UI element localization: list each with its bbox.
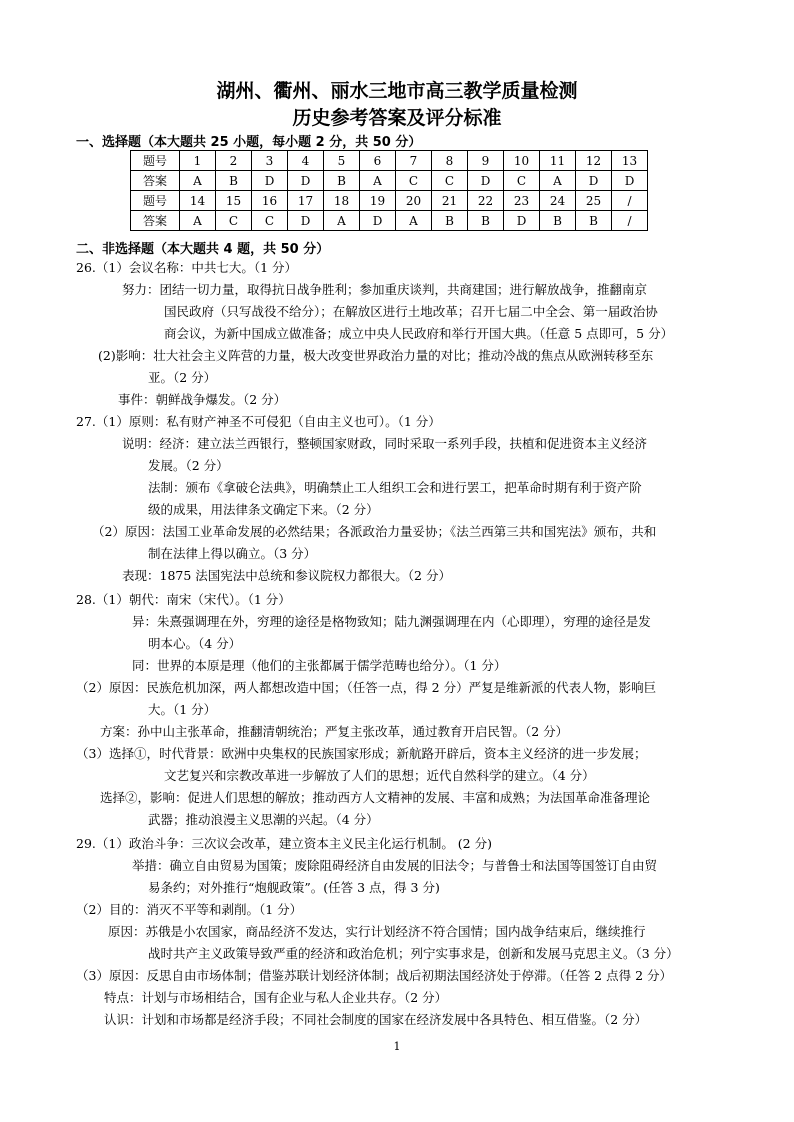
table-cell: B [540,211,576,231]
table-cell: 1 [180,151,216,171]
table-cell: D [288,211,324,231]
answer-line: 级的成果，用法律条文确定下来。（2 分） [148,502,379,517]
table-cell: C [252,211,288,231]
answer-line: 选择②，影响：促进人们思想的解放；推动西方人文精神的发展、丰富和成熟；为法国革命准备理论 [100,790,651,805]
table-cell: D [360,211,396,231]
answer-line: 异：朱熹强调理在外，穷理的途径是格物致知；陆九渊强调理在内（心即理），穷理的途径是发 [132,614,651,629]
table-cell: C [504,171,540,191]
table-cell: 2 [216,151,252,171]
answer-line: 特点：计划与市场相结合，国有企业与私人企业共存。（2 分） [104,990,448,1005]
table-cell: B [432,211,468,231]
answer-line: 说明：经济：建立法兰西银行，整顿国家财政，同时采取一系列手段，扶植和促进资本主义经济 [122,436,648,451]
table-cell: 25 [576,191,612,211]
answer-line: 29.（1）政治斗争：三次议会改革，建立资本主义民主化运行机制。 (2 分) [76,836,492,851]
table-cell: B [216,171,252,191]
table-cell: C [216,211,252,231]
table-cell: 23 [504,191,540,211]
table-cell: A [180,171,216,191]
table-cell: 15 [216,191,252,211]
table-cell: B [468,211,504,231]
answer-line: (2)影响：壮大社会主义阵营的力量，极大改变世界政治力量的对比；推动冷战的焦点从欧洲转移至东 [98,348,654,363]
answer-line: 法制：颁布《拿破仑法典》，明确禁止工人组织工会和进行罢工，把革命时期有利于资产阶 [148,480,642,495]
answer-line: 原因：苏俄是小农国家，商品经济不发达，实行计划经济不符合国情；国内战争结束后，继续推行 [108,924,646,939]
table-cell: A [324,211,360,231]
table-cell: 答案 [131,171,180,191]
answer-line: （2）原因：法国工业革命发展的必然结果；各派政治力量妥协；《法兰西第三共和国宪法》颁布，共和 [92,524,657,539]
answer-line: （2）原因：民族危机加深，两人都想改造中国；（任答一点，得 2 分）严复是维新派的代表人物，影响巨 [76,680,657,695]
table-cell: 20 [396,191,432,211]
table-cell: D [576,171,612,191]
answer-line: 26.（1）会议名称：中共七大。（1 分） [76,260,298,275]
answer-line: 战时共产主义政策导致严重的经济和政治危机；列宁实事求是，创新和发展马克思主义。（3 分） [148,946,679,961]
answer-line: 文艺复兴和宗教改革进一步解放了人们的思想；近代自然科学的建立。（4 分） [164,768,595,783]
answer-line: 同：世界的本原是理（他们的主张都属于儒学范畴也给分）。（1 分） [132,658,507,673]
table-cell: C [432,171,468,191]
answer-line: 27.（1）原则：私有财产神圣不可侵犯（自由主义也可）。（1 分） [76,414,441,429]
table-cell: 8 [432,151,468,171]
answer-line: 制在法律上得以确立。（3 分） [148,546,317,561]
table-cell: 9 [468,151,504,171]
table-cell: 18 [324,191,360,211]
table-row [131,211,648,231]
answer-line: 方案：孙中山主张革命，推翻清朝统治；严复主张改革，通过教育开启民智。（2 分） [100,724,569,739]
table-cell: D [252,171,288,191]
answer-line: 武器；推动浪漫主义思潮的兴起。（4 分） [148,812,379,827]
table-cell: C [396,171,432,191]
table-cell: A [540,171,576,191]
section-1-heading: 一、选择题（本大题共 25 小题，每小题 2 分，共 50 分） [76,135,422,150]
table-cell: 10 [504,151,540,171]
answer-line: 28.（1）朝代：南宋（宋代）。（1 分） [76,592,291,607]
answer-line: （2）目的：消灭不平等和剥削。（1 分） [76,902,303,917]
table-cell: / [612,191,648,211]
answer-line: 举措：确立自由贸易为国策；废除阻碍经济自由发展的旧法令；与普鲁士和法国等国签订自由贸 [132,858,658,873]
answer-line: （3）原因：反思自由市场体制；借鉴苏联计划经济体制；战后初期法国经济处于停滞。（任答 2 点得 2 分） [76,968,673,983]
answer-line: 事件：朝鲜战争爆发。（2 分） [118,392,287,407]
table-cell: 6 [360,151,396,171]
answer-line: 大。（1 分） [148,702,217,717]
table-cell: D [288,171,324,191]
page-number: 1 [393,1040,401,1053]
table-row [131,151,648,171]
table-row [131,191,648,211]
table-cell: 24 [540,191,576,211]
answer-line: （3）选择①，时代背景：欧洲中央集权的民族国家形成；新航路开辟后，资本主义经济的进一步发展； [76,746,647,761]
table-cell: 7 [396,151,432,171]
answer-line: 表现：1875 法国宪法中总统和参议院权力都很大。（2 分） [122,568,451,583]
table-cell: D [468,171,504,191]
answer-line: 努力：团结一切力量，取得抗日战争胜利；参加重庆谈判，共商建国；进行解放战争，推翻南京 [122,282,648,297]
answer-line: 商会议，为新中国成立做准备；成立中央人民政府和举行开国大典。（任意 5 点即可，5 分） [164,326,674,341]
answer-line: 亚。（2 分） [148,370,217,385]
answer-line: 国民政府（只写战役不给分）；在解放区进行土地改革；召开七届二中全会、第一届政治协 [164,304,658,319]
table-cell: 13 [612,151,648,171]
table-cell: 16 [252,191,288,211]
table-cell: / [612,211,648,231]
table-cell: B [576,211,612,231]
table-cell: 4 [288,151,324,171]
table-cell: 21 [432,191,468,211]
table-cell: 题号 [131,151,180,171]
table-cell: A [180,211,216,231]
answer-table [130,150,648,231]
table-cell: 题号 [131,191,180,211]
table-cell: 22 [468,191,504,211]
section-2-heading: 二、非选择题（本大题共 4 题，共 50 分） [76,242,330,257]
answer-line: 易条约；对外推行“炮舰政策”。(任答 3 点，得 3 分) [148,880,440,895]
table-cell: 3 [252,151,288,171]
table-cell: B [324,171,360,191]
table-cell: 17 [288,191,324,211]
table-cell: 答案 [131,211,180,231]
table-row [131,171,648,191]
answer-line: 发展。（2 分） [148,458,229,473]
table-cell: 11 [540,151,576,171]
table-cell: A [360,171,396,191]
title-line-2: 历史参考答案及评分标准 [292,107,502,129]
table-cell: 19 [360,191,396,211]
title-line-1: 湖州、衢州、丽水三地市高三教学质量检测 [216,80,578,102]
answer-line: 明本心。（4 分） [148,636,242,651]
table-cell: 12 [576,151,612,171]
answer-line: 认识：计划和市场都是经济手段；不同社会制度的国家在经济发展中各具特色、相互借鉴。（2 分） [104,1012,648,1027]
table-cell: A [396,211,432,231]
table-cell: 5 [324,151,360,171]
table-cell: D [612,171,648,191]
table-cell: 14 [180,191,216,211]
table-cell: D [504,211,540,231]
